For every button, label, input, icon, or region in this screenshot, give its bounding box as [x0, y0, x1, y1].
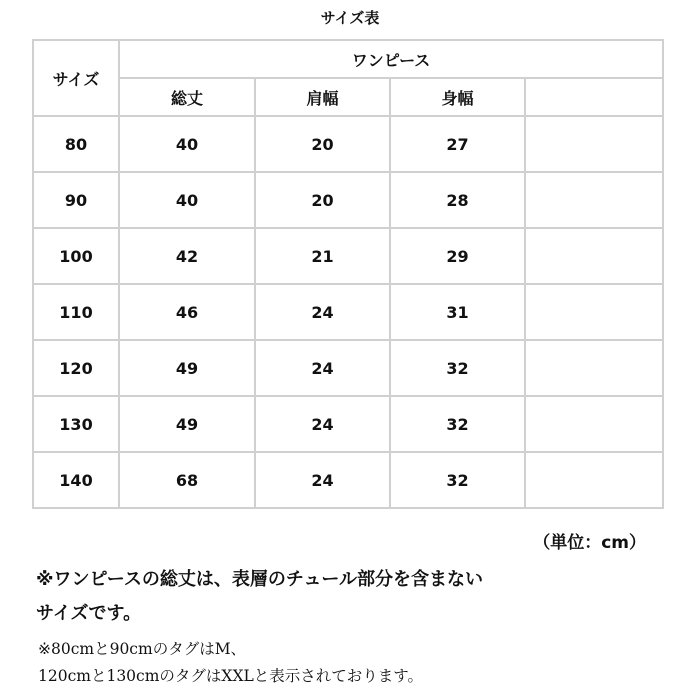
length-cell: 68: [119, 452, 255, 508]
column-header-length: 総丈: [119, 78, 255, 116]
width-cell: 32: [390, 340, 525, 396]
empty-cell: [525, 284, 663, 340]
column-header-width: 身幅: [390, 78, 525, 116]
width-cell: 29: [390, 228, 525, 284]
note-tag-line2: 120cmと130cmのタグはXXLと表示されております。: [38, 667, 424, 685]
width-cell: 27: [390, 116, 525, 172]
width-cell: 32: [390, 396, 525, 452]
empty-cell: [525, 228, 663, 284]
empty-cell: [525, 172, 663, 228]
shoulder-cell: 20: [255, 172, 390, 228]
empty-cell: [525, 396, 663, 452]
group-header: ワンピース: [119, 40, 663, 78]
length-cell: 40: [119, 116, 255, 172]
table-row: [33, 452, 663, 508]
shoulder-cell: 24: [255, 452, 390, 508]
size-header: サイズ: [33, 40, 119, 116]
note-tulle-line1: ※ワンピースの総丈は、表層のチュール部分を含まない: [36, 569, 483, 590]
table-row: [33, 340, 663, 396]
header-row-columns: [33, 78, 663, 116]
table-row: [33, 228, 663, 284]
size-cell: 80: [33, 116, 119, 172]
note-tag-line1: ※80cmと90cmのタグはM、: [38, 640, 247, 658]
empty-cell: [525, 452, 663, 508]
note-tulle-line2: サイズです。: [36, 603, 142, 624]
table-row: [33, 396, 663, 452]
shoulder-cell: 24: [255, 340, 390, 396]
width-cell: 28: [390, 172, 525, 228]
table-row: [33, 284, 663, 340]
shoulder-cell: 20: [255, 116, 390, 172]
empty-cell: [525, 116, 663, 172]
size-cell: 100: [33, 228, 119, 284]
size-cell: 90: [33, 172, 119, 228]
column-header-shoulder: 肩幅: [255, 78, 390, 116]
table-row: [33, 116, 663, 172]
size-cell: 120: [33, 340, 119, 396]
size-cell: 140: [33, 452, 119, 508]
column-header-empty: [525, 78, 663, 116]
size-table: [32, 39, 664, 509]
empty-cell: [525, 340, 663, 396]
length-cell: 49: [119, 396, 255, 452]
width-cell: 31: [390, 284, 525, 340]
shoulder-cell: 24: [255, 284, 390, 340]
size-cell: 130: [33, 396, 119, 452]
length-cell: 42: [119, 228, 255, 284]
shoulder-cell: 21: [255, 228, 390, 284]
length-cell: 49: [119, 340, 255, 396]
length-cell: 40: [119, 172, 255, 228]
width-cell: 32: [390, 452, 525, 508]
length-cell: 46: [119, 284, 255, 340]
header-row-group: [33, 40, 663, 78]
table-row: [33, 172, 663, 228]
page-title: サイズ表: [320, 9, 380, 27]
size-cell: 110: [33, 284, 119, 340]
shoulder-cell: 24: [255, 396, 390, 452]
unit-label: （単位：cm）: [533, 533, 646, 553]
